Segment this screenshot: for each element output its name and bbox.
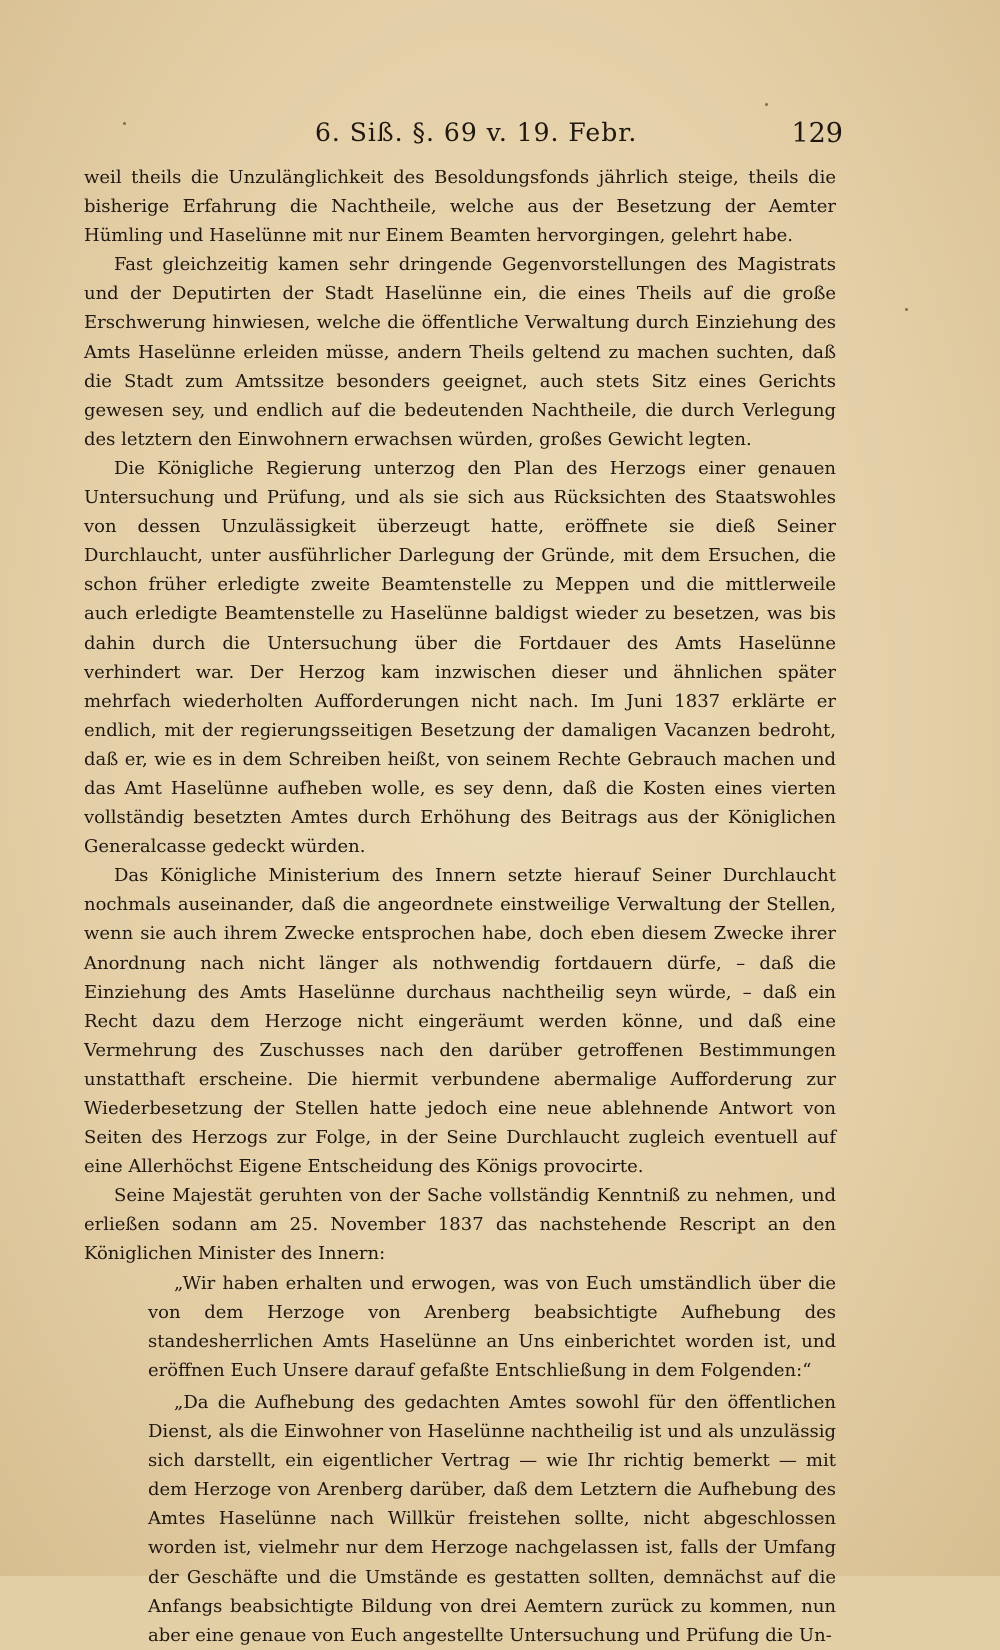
running-title: 6. Siß. §. 69 v. 19. Febr.	[315, 118, 638, 147]
paragraph-1: weil theils die Unzulänglichkeit des Besoldungsfonds jährlich steige, theils die bisherige Erfahrung die Nachtheile, welche aus der Besetzung der Aemter Hümling und Haselünne mit nur Einem Beamten hervorgingen, gelehrt habe.	[84, 167, 836, 247]
paragraph-3: Die Königliche Regierung unterzog den Plan des Herzogs einer genauen Untersuchung und Prüfung, und als sie sich aus Rücksichten des Staatswohles von dessen Unzulässigkeit überzeugt hatte, eröffnete sie dieß Seiner Durchlaucht, unter ausführlicher Darlegung der Gründe, mit dem Ersuchen, die schon früher erledigte zweite Beamtenstelle zu Meppen und die mittlerweile auch erledigte Beamtenstelle zu Haselünne baldigst wieder zu besetzen, was bis dahin durch die Untersuchung über die Fortdauer des Amts Haselünne verhindert war. Der Herzog kam inzwischen dieser und ähnlichen später mehrfach wiederholten Aufforderungen nicht nach. Im Juni 1837 erklärte er endlich, mit der regierungsseitigen Besetzung der damaligen Vacanzen bedroht, daß er, wie es in dem Schreiben heißt, von seinem Rechte Gebrauch machen und das Amt Haselünne aufheben wolle, es sey denn, daß die Kosten eines vierten vollständig besetzten Amtes durch Erhöhung des Beitrags aus der Königlichen Generalcasse gedeckt würden.	[84, 457, 836, 858]
paper-speck	[765, 103, 768, 106]
page-number: 129	[791, 118, 843, 149]
paragraph-5: Seine Majestät geruhten von der Sache vollständig Kenntniß zu nehmen, und erließen sodann am 25. November 1837 das nachstehende Rescript an den Königlichen Minister des Innern:	[84, 1185, 836, 1265]
body-text	[84, 163, 836, 1650]
running-head	[0, 118, 1000, 158]
paper-speck	[905, 308, 908, 311]
rescript-quote-1: „Wir haben erhalten und erwogen, was von Euch umständlich über die von dem Herzoge von Arenberg beabsichtigte Aufhebung des standesherrlichen Amts Haselünne an Uns einberichtet worden ist, und eröffnen Euch Unsere darauf gefaßte Entschließung in dem Folgenden:“	[148, 1272, 836, 1381]
rescript-quote-2: „Da die Aufhebung des gedachten Amtes sowohl für den öffentlichen Dienst, als die Einwohner von Haselünne nachtheilig ist und als unzulässig sich darstellt, ein eigentlicher Vertrag — wie Ihr richtig bemerkt — mit dem Herzoge von Arenberg darüber, daß dem Letztern die Aufhebung des Amtes Haselünne nach Willkür freistehen sollte, nicht abgeschlossen worden ist, vielmehr nur dem Herzoge nachgelassen ist, falls der Umfang der Geschäfte und die Umstände es gestatten sollten, demnächst auf die Anfangs beabsichtigte Bildung von drei Aemtern zurück zu kommen, nun aber eine genaue von Euch angestellte Untersuchung und Prüfung die Un-	[148, 1391, 836, 1646]
paragraph-4: Das Königliche Ministerium des Innern setzte hierauf Seiner Durchlaucht nochmals auseinander, daß die angeordnete einstweilige Verwaltung der Stellen, wenn sie auch ihrem Zwecke entsprochen habe, doch eben diesem Zwecke ihrer Anordnung nach nicht länger als nothwendig fortdauern dürfe, – daß die Einziehung des Amts Haselünne durchaus nachtheilig seyn würde, – daß ein Recht dazu dem Herzoge nicht eingeräumt werden könne, und daß eine Vermehrung des Zuschusses nach den darüber getroffenen Bestimmungen unstatthaft erscheine. Die hiermit verbundene abermalige Aufforderung zur Wiederbesetzung der Stellen hatte jedoch eine neue ablehnende Antwort von Seiten des Herzogs zur Folge, in der Seine Durchlaucht zugleich eventuell auf eine Allerhöchst Eigene Entscheidung des Königs provocirte.	[84, 865, 836, 1178]
paper-speck	[123, 122, 126, 125]
paragraph-2: Fast gleichzeitig kamen sehr dringende Gegenvorstellungen des Magistrats und der Deputirten der Stadt Haselünne ein, die eines Theils auf die große Erschwerung hinwiesen, welche die öffentliche Verwaltung durch Einziehung des Amts Haselünne erleiden müsse, andern Theils geltend zu machen suchten, daß die Stadt zum Amtssitze besonders geeignet, auch stets Sitz eines Gerichts gewesen sey, und endlich auf die bedeutenden Nachtheile, die durch Verlegung des letztern den Einwohnern erwachsen würden, großes Gewicht legten.	[84, 254, 836, 450]
